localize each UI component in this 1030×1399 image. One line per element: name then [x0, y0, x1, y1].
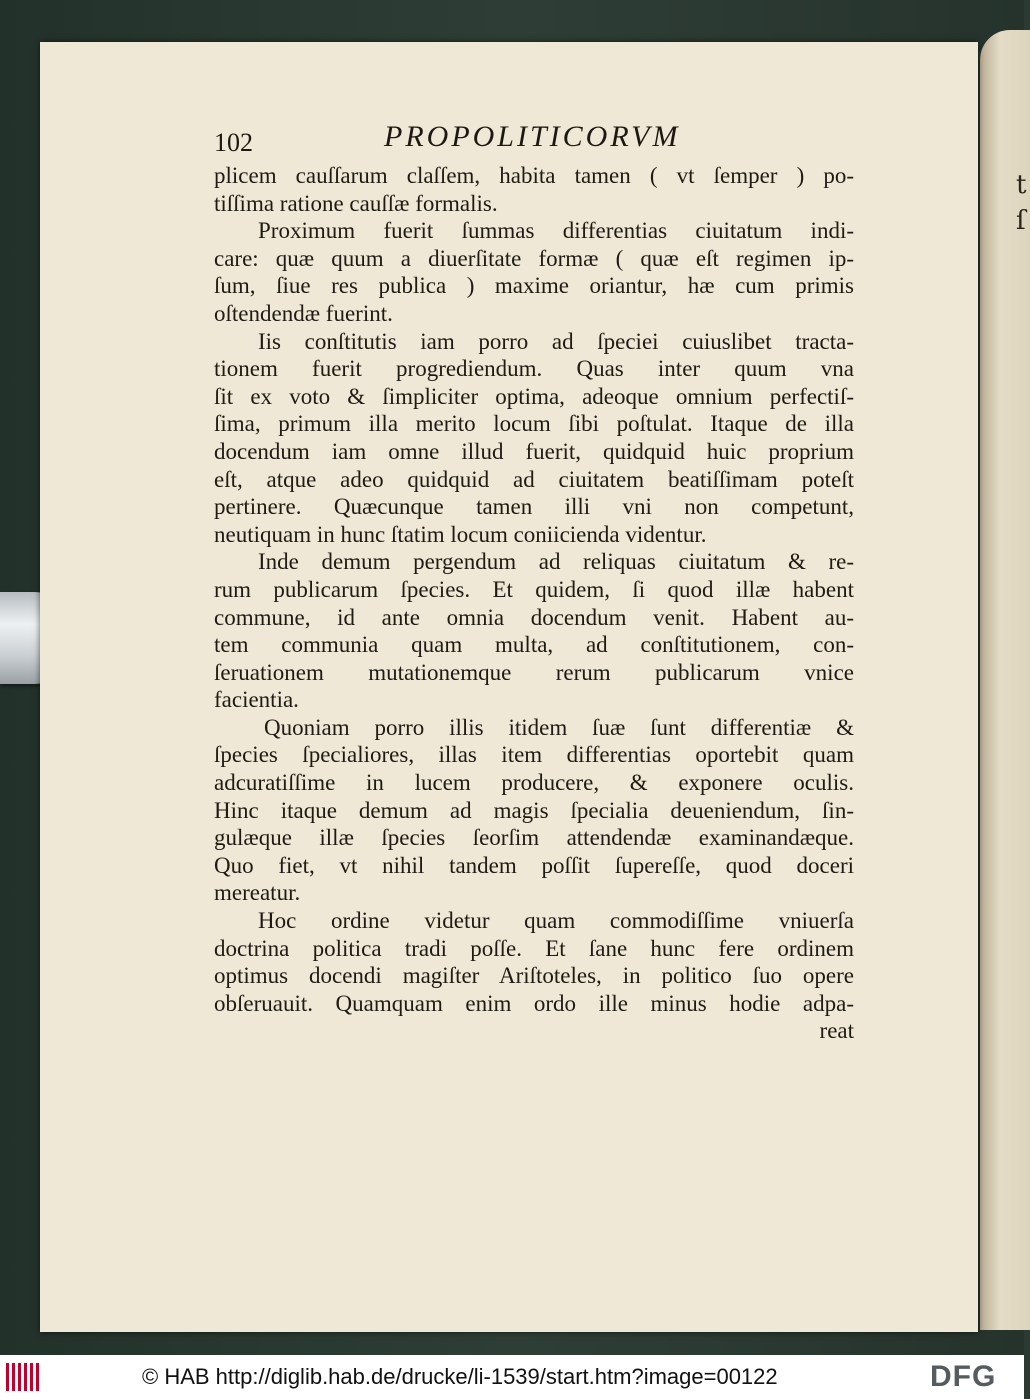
text-line: Hoc ordine videtur quam commodiſſime vniuerſa: [258, 908, 854, 934]
text-line: care: quæ quum a diuerſitate formæ ( quæ eſt regimen ip-: [214, 245, 854, 271]
text-line: oſtendendæ fuerint.: [214, 300, 393, 326]
text-line: Quo fiet, vt nihil tandem poſſit ſupereſſe, quod doceri: [214, 852, 854, 878]
text-line: Proximum fuerit ſummas differentias ciuitatum indi-: [258, 218, 854, 244]
text-line: gulæque illæ ſpecies ſeorſim attendendæ examinandæque.: [214, 825, 854, 851]
text-line: tem communia quam multa, ad conſtitutionem, con-: [214, 632, 854, 658]
dfg-logo: DFG: [930, 1360, 997, 1393]
text-line: obſeruauit. Quamquam enim ordo ille minus hodie adpa-: [214, 990, 854, 1016]
body-text: [214, 162, 854, 1045]
text-line: plicem cauſſarum claſſem, habita tamen ( vt ſemper ) po-: [214, 163, 854, 188]
viewer-footer: [0, 1355, 1024, 1399]
running-title: PROPOLITICORVM: [384, 120, 681, 153]
text-line: ſpecies ſpecialiores, illas item differentias oportebit quam: [214, 742, 854, 768]
text-line: optimus docendi magiſter Ariſtoteles, in politico ſuo opere: [214, 963, 854, 989]
text-line: eſt, atque adeo quidquid ad ciuitatem beatiſſimam poteſt: [214, 466, 854, 492]
text-line: docendum iam omne illud fuerit, quidquid huic proprium: [214, 438, 854, 464]
text-line: mereatur.: [214, 880, 301, 906]
text-line: rum publicarum ſpecies. Et quidem, ſi quod illæ habent: [214, 576, 854, 602]
source-credit-link[interactable]: © HAB http://diglib.hab.de/drucke/li-1539/start.htm?image=00122: [142, 1364, 778, 1389]
text-line: tionem fuerit progrediendum. Quas inter quum vna: [214, 356, 854, 382]
text-line: facientia.: [214, 687, 299, 713]
facing-page-edge: [980, 30, 1030, 1330]
text-line: neutiquam in hunc ſtatim locum coniicienda videntur.: [214, 521, 707, 547]
facing-page-fragment: t: [1016, 170, 1027, 200]
text-line: adcuratiſſime in lucem producere, & exponere oculis.: [214, 770, 854, 796]
text-line: doctrina politica tradi poſſe. Et ſane hunc fere ordinem: [214, 935, 854, 961]
text-line: ſeruationem mutationemque rerum publicarum vnice: [214, 659, 854, 685]
text-line: commune, id ante omnia docendum venit. Habent au-: [214, 604, 854, 630]
text-line: Inde demum pergendum ad reliquas ciuitatum & re-: [258, 549, 854, 575]
text-line: tiſſima ratione cauſſæ formalis.: [214, 190, 498, 216]
text-line: ſit ex voto & ſimpliciter optima, adeoque omnium perfectiſ-: [214, 383, 854, 409]
text-line: Hinc itaque demum ad magis ſpecialia deueniendum, ſin-: [214, 797, 854, 823]
text-line: ſum, ſiue res publica ) maxime oriantur, hæ cum primis: [214, 273, 854, 299]
catchword: reat: [819, 1018, 854, 1044]
page-number: 102: [214, 128, 253, 157]
text-line: Iis conſtitutis iam porro ad ſpeciei cuiuslibet tracta-: [258, 328, 854, 354]
text-line: pertinere. Quæcunque tamen illi vni non competunt,: [214, 494, 854, 520]
facing-page-fragment: ſ: [1016, 206, 1026, 236]
text-line: Quoniam porro illis itidem ſuæ ſunt differentiæ &: [264, 714, 854, 740]
running-head: [214, 120, 854, 160]
library-barcode-logo-icon: [6, 1363, 46, 1391]
text-line: ſima, primum illa merito locum ſibi poſtulat. Itaque de illa: [214, 411, 854, 437]
